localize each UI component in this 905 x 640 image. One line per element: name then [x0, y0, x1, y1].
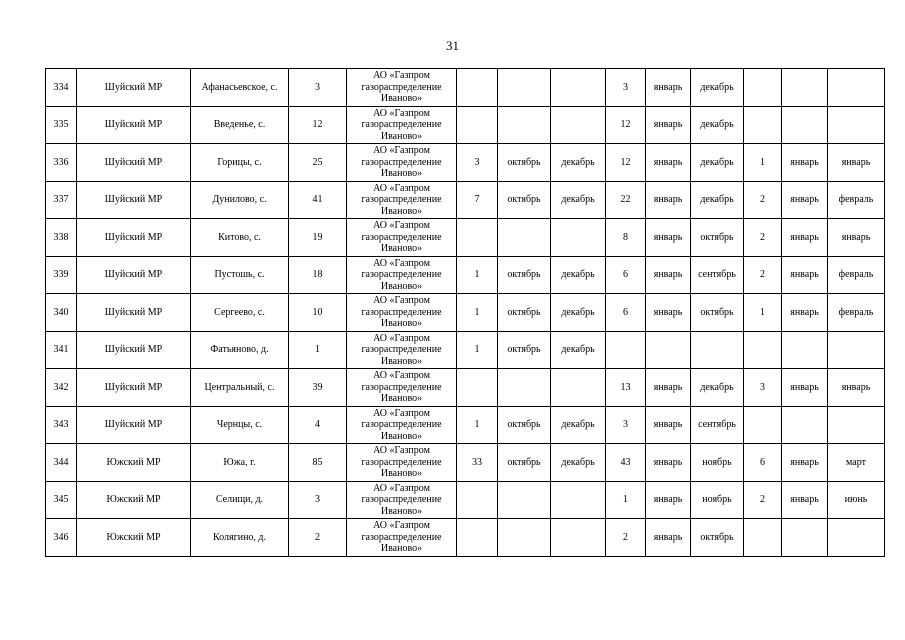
stage3-end-month-cell: январь [828, 369, 885, 407]
locality-cell: Дунилово, с. [191, 181, 289, 219]
stage3-end-month-cell: февраль [828, 294, 885, 332]
stage2-count-cell: 3 [606, 406, 646, 444]
stage2-count-cell: 12 [606, 106, 646, 144]
stage1-start-month-cell [498, 106, 551, 144]
total-count-cell: 25 [289, 144, 347, 182]
district-cell: Шуйский МР [77, 256, 191, 294]
table-row [46, 256, 885, 294]
organization-line: газораспределение [361, 231, 442, 243]
row-number: 343 [46, 406, 77, 444]
organization-line: АО «Газпром [373, 257, 430, 269]
stage1-count-cell: 3 [457, 144, 498, 182]
district-cell: Шуйский МР [77, 406, 191, 444]
organization-line: Иваново» [380, 430, 423, 442]
table-body [46, 69, 885, 557]
stage2-end-month-cell: ноябрь [691, 481, 744, 519]
stage1-end-month-cell [551, 106, 606, 144]
stage2-count-cell: 12 [606, 144, 646, 182]
gasification-schedule-table [45, 68, 885, 557]
stage3-end-month-cell [828, 519, 885, 557]
stage1-end-month-cell: декабрь [551, 294, 606, 332]
stage1-count-cell: 1 [457, 331, 498, 369]
stage2-start-month-cell: январь [646, 256, 691, 294]
organization-line: газораспределение [361, 531, 442, 543]
district-cell: Южский МР [77, 444, 191, 482]
stage1-count-cell: 1 [457, 294, 498, 332]
table-row [46, 106, 885, 144]
organization-line: АО «Газпром [373, 295, 430, 306]
stage3-start-month-cell: январь [782, 144, 828, 182]
row-number: 344 [46, 444, 77, 482]
row-number: 334 [46, 69, 77, 107]
row-number: 345 [46, 481, 77, 519]
organization-line: АО «Газпром [373, 407, 430, 419]
stage1-end-month-cell: декабрь [551, 181, 606, 219]
stage1-end-month-cell: декабрь [551, 444, 606, 482]
organization-line: газораспределение [361, 156, 442, 168]
stage2-end-month-cell: ноябрь [691, 444, 744, 482]
row-number: 342 [46, 369, 77, 407]
stage3-start-month-cell: январь [782, 256, 828, 294]
stage2-start-month-cell: январь [646, 519, 691, 557]
stage2-end-month-cell: декабрь [691, 106, 744, 144]
organization-line: газораспределение [361, 419, 442, 430]
table-row [46, 181, 885, 219]
district-cell: Южский МР [77, 481, 191, 519]
organization-line: АО «Газпром [373, 107, 430, 119]
organization-line: Иваново» [380, 505, 423, 517]
organization-line: газораспределение [361, 81, 442, 93]
stage3-count-cell: 1 [744, 144, 782, 182]
district-cell: Шуйский МР [77, 219, 191, 257]
stage2-start-month-cell: январь [646, 106, 691, 144]
organization-cell [347, 481, 457, 519]
stage3-end-month-cell: февраль [828, 181, 885, 219]
organization-line: АО «Газпром [373, 332, 430, 344]
stage1-end-month-cell: декабрь [551, 406, 606, 444]
stage2-start-month-cell: январь [646, 481, 691, 519]
stage2-end-month-cell [691, 331, 744, 369]
locality-cell: Центральный, с. [191, 369, 289, 407]
total-count-cell: 12 [289, 106, 347, 144]
stage3-count-cell: 1 [744, 294, 782, 332]
organization-line: газораспределение [361, 269, 442, 280]
total-count-cell: 3 [289, 481, 347, 519]
organization-line: Иваново» [380, 243, 423, 254]
stage3-start-month-cell: январь [782, 481, 828, 519]
stage1-start-month-cell: октябрь [498, 294, 551, 332]
stage2-start-month-cell: январь [646, 69, 691, 107]
row-number: 339 [46, 256, 77, 294]
stage3-start-month-cell [782, 331, 828, 369]
stage2-start-month-cell: январь [646, 444, 691, 482]
stage3-end-month-cell [828, 69, 885, 107]
stage3-end-month-cell: июнь [828, 481, 885, 519]
locality-cell: Введенье, с. [191, 106, 289, 144]
page-number: 31 [446, 38, 459, 53]
total-count-cell: 1 [289, 331, 347, 369]
organization-line: АО «Газпром [373, 482, 430, 494]
organization-cell [347, 519, 457, 557]
organization-cell [347, 331, 457, 369]
table-row [46, 444, 885, 482]
table-row [46, 331, 885, 369]
row-number: 340 [46, 294, 77, 332]
row-number: 335 [46, 106, 77, 144]
stage3-count-cell: 2 [744, 481, 782, 519]
organization-cell [347, 369, 457, 407]
district-cell: Шуйский МР [77, 181, 191, 219]
row-number: 346 [46, 519, 77, 557]
total-count-cell: 19 [289, 219, 347, 257]
stage3-count-cell [744, 106, 782, 144]
locality-cell: Колягино, д. [191, 519, 289, 557]
row-number: 337 [46, 181, 77, 219]
stage2-end-month-cell: сентябрь [691, 256, 744, 294]
stage1-start-month-cell: октябрь [498, 406, 551, 444]
stage1-count-cell [457, 481, 498, 519]
table-row [46, 294, 885, 332]
stage3-start-month-cell [782, 519, 828, 557]
locality-cell: Селищи, д. [191, 481, 289, 519]
stage3-end-month-cell: февраль [828, 256, 885, 294]
total-count-cell: 2 [289, 519, 347, 557]
stage3-start-month-cell: январь [782, 444, 828, 482]
district-cell: Шуйский МР [77, 369, 191, 407]
stage3-start-month-cell [782, 69, 828, 107]
stage1-start-month-cell [498, 69, 551, 107]
stage1-end-month-cell [551, 219, 606, 257]
organization-line: газораспределение [361, 344, 442, 355]
table-row [46, 219, 885, 257]
stage3-start-month-cell: январь [782, 294, 828, 332]
organization-line: Иваново» [380, 393, 423, 404]
stage1-count-cell: 33 [457, 444, 498, 482]
stage3-count-cell [744, 406, 782, 444]
stage1-end-month-cell: декабрь [551, 144, 606, 182]
district-cell: Шуйский МР [77, 144, 191, 182]
organization-cell [347, 106, 457, 144]
organization-line: Иваново» [380, 130, 423, 142]
stage3-start-month-cell [782, 106, 828, 144]
table-row [46, 369, 885, 407]
stage3-end-month-cell [828, 406, 885, 444]
stage2-start-month-cell: январь [646, 219, 691, 257]
organization-line: Иваново» [380, 468, 423, 479]
stage2-count-cell: 43 [606, 444, 646, 482]
stage2-start-month-cell: январь [646, 369, 691, 407]
stage1-start-month-cell [498, 481, 551, 519]
stage1-start-month-cell: октябрь [498, 331, 551, 369]
table-row [46, 406, 885, 444]
organization-line: Иваново» [380, 168, 423, 179]
organization-line: Иваново» [380, 543, 423, 554]
total-count-cell: 39 [289, 369, 347, 407]
table-row [46, 69, 885, 107]
stage1-start-month-cell [498, 219, 551, 257]
organization-line: газораспределение [361, 194, 442, 205]
stage3-start-month-cell: январь [782, 369, 828, 407]
locality-cell: Фатьяново, д. [191, 331, 289, 369]
stage2-start-month-cell: январь [646, 294, 691, 332]
organization-line: газораспределение [361, 381, 442, 393]
stage1-start-month-cell: октябрь [498, 144, 551, 182]
stage1-count-cell: 1 [457, 406, 498, 444]
organization-line: газораспределение [361, 494, 442, 505]
stage3-count-cell: 2 [744, 219, 782, 257]
stage2-count-cell: 8 [606, 219, 646, 257]
organization-line: Иваново» [380, 93, 423, 104]
district-cell: Шуйский МР [77, 294, 191, 332]
stage1-start-month-cell: октябрь [498, 444, 551, 482]
organization-line: АО «Газпром [373, 370, 430, 381]
stage1-count-cell [457, 219, 498, 257]
stage3-end-month-cell [828, 106, 885, 144]
stage1-count-cell [457, 519, 498, 557]
stage2-end-month-cell: октябрь [691, 519, 744, 557]
stage2-count-cell: 6 [606, 294, 646, 332]
organization-line: АО «Газпром [373, 70, 430, 81]
organization-cell [347, 294, 457, 332]
stage3-end-month-cell: январь [828, 219, 885, 257]
locality-cell: Горицы, с. [191, 144, 289, 182]
organization-line: АО «Газпром [373, 220, 430, 231]
stage1-start-month-cell [498, 519, 551, 557]
stage2-start-month-cell: январь [646, 144, 691, 182]
stage2-count-cell: 3 [606, 69, 646, 107]
stage1-count-cell: 1 [457, 256, 498, 294]
stage1-start-month-cell: октябрь [498, 256, 551, 294]
organization-cell [347, 181, 457, 219]
total-count-cell: 41 [289, 181, 347, 219]
stage3-count-cell: 3 [744, 369, 782, 407]
locality-cell: Сергеево, с. [191, 294, 289, 332]
organization-line: АО «Газпром [373, 145, 430, 156]
stage2-start-month-cell [646, 331, 691, 369]
organization-cell [347, 256, 457, 294]
stage3-count-cell: 2 [744, 256, 782, 294]
organization-cell [347, 144, 457, 182]
stage3-count-cell [744, 519, 782, 557]
stage2-end-month-cell: декабрь [691, 369, 744, 407]
stage1-count-cell [457, 69, 498, 107]
organization-line: газораспределение [361, 119, 442, 130]
stage2-count-cell: 1 [606, 481, 646, 519]
stage1-count-cell [457, 106, 498, 144]
district-cell: Южский МР [77, 519, 191, 557]
stage3-end-month-cell [828, 331, 885, 369]
organization-line: газораспределение [361, 456, 442, 468]
total-count-cell: 4 [289, 406, 347, 444]
stage2-start-month-cell: январь [646, 406, 691, 444]
organization-line: газораспределение [361, 306, 442, 318]
stage1-end-month-cell [551, 369, 606, 407]
stage3-start-month-cell: январь [782, 219, 828, 257]
organization-line: АО «Газпром [373, 445, 430, 456]
district-cell: Шуйский МР [77, 331, 191, 369]
stage1-start-month-cell [498, 369, 551, 407]
stage3-count-cell [744, 69, 782, 107]
locality-cell: Афанасьевское, с. [191, 69, 289, 107]
stage3-count-cell: 6 [744, 444, 782, 482]
organization-cell [347, 69, 457, 107]
total-count-cell: 3 [289, 69, 347, 107]
organization-cell [347, 406, 457, 444]
table-row [46, 144, 885, 182]
organization-line: Иваново» [380, 280, 423, 292]
stage2-start-month-cell: январь [646, 181, 691, 219]
stage2-end-month-cell: октябрь [691, 294, 744, 332]
organization-line: АО «Газпром [373, 520, 430, 531]
organization-line: Иваново» [380, 205, 423, 217]
stage3-end-month-cell: март [828, 444, 885, 482]
stage2-end-month-cell: сентябрь [691, 406, 744, 444]
stage1-end-month-cell [551, 69, 606, 107]
organization-line: АО «Газпром [373, 182, 430, 194]
stage3-end-month-cell: январь [828, 144, 885, 182]
stage2-count-cell [606, 331, 646, 369]
row-number: 341 [46, 331, 77, 369]
stage2-end-month-cell: октябрь [691, 219, 744, 257]
stage3-start-month-cell [782, 406, 828, 444]
stage2-count-cell: 2 [606, 519, 646, 557]
district-cell: Шуйский МР [77, 69, 191, 107]
stage1-count-cell: 7 [457, 181, 498, 219]
total-count-cell: 18 [289, 256, 347, 294]
organization-line: Иваново» [380, 355, 423, 367]
locality-cell: Чернцы, с. [191, 406, 289, 444]
district-cell: Шуйский МР [77, 106, 191, 144]
total-count-cell: 85 [289, 444, 347, 482]
row-number: 336 [46, 144, 77, 182]
stage2-end-month-cell: декабрь [691, 69, 744, 107]
stage3-count-cell [744, 331, 782, 369]
stage3-count-cell: 2 [744, 181, 782, 219]
stage1-end-month-cell: декабрь [551, 331, 606, 369]
table-row [46, 481, 885, 519]
table-row [46, 519, 885, 557]
stage1-end-month-cell [551, 519, 606, 557]
locality-cell: Китово, с. [191, 219, 289, 257]
stage1-end-month-cell: декабрь [551, 256, 606, 294]
locality-cell: Южа, г. [191, 444, 289, 482]
stage1-end-month-cell [551, 481, 606, 519]
row-number: 338 [46, 219, 77, 257]
stage1-start-month-cell: октябрь [498, 181, 551, 219]
stage2-end-month-cell: декабрь [691, 144, 744, 182]
total-count-cell: 10 [289, 294, 347, 332]
stage2-count-cell: 13 [606, 369, 646, 407]
locality-cell: Пустошь, с. [191, 256, 289, 294]
organization-cell [347, 444, 457, 482]
stage3-start-month-cell: январь [782, 181, 828, 219]
stage2-count-cell: 22 [606, 181, 646, 219]
organization-cell [347, 219, 457, 257]
stage1-count-cell [457, 369, 498, 407]
stage2-count-cell: 6 [606, 256, 646, 294]
organization-line: Иваново» [380, 318, 423, 329]
stage2-end-month-cell: декабрь [691, 181, 744, 219]
